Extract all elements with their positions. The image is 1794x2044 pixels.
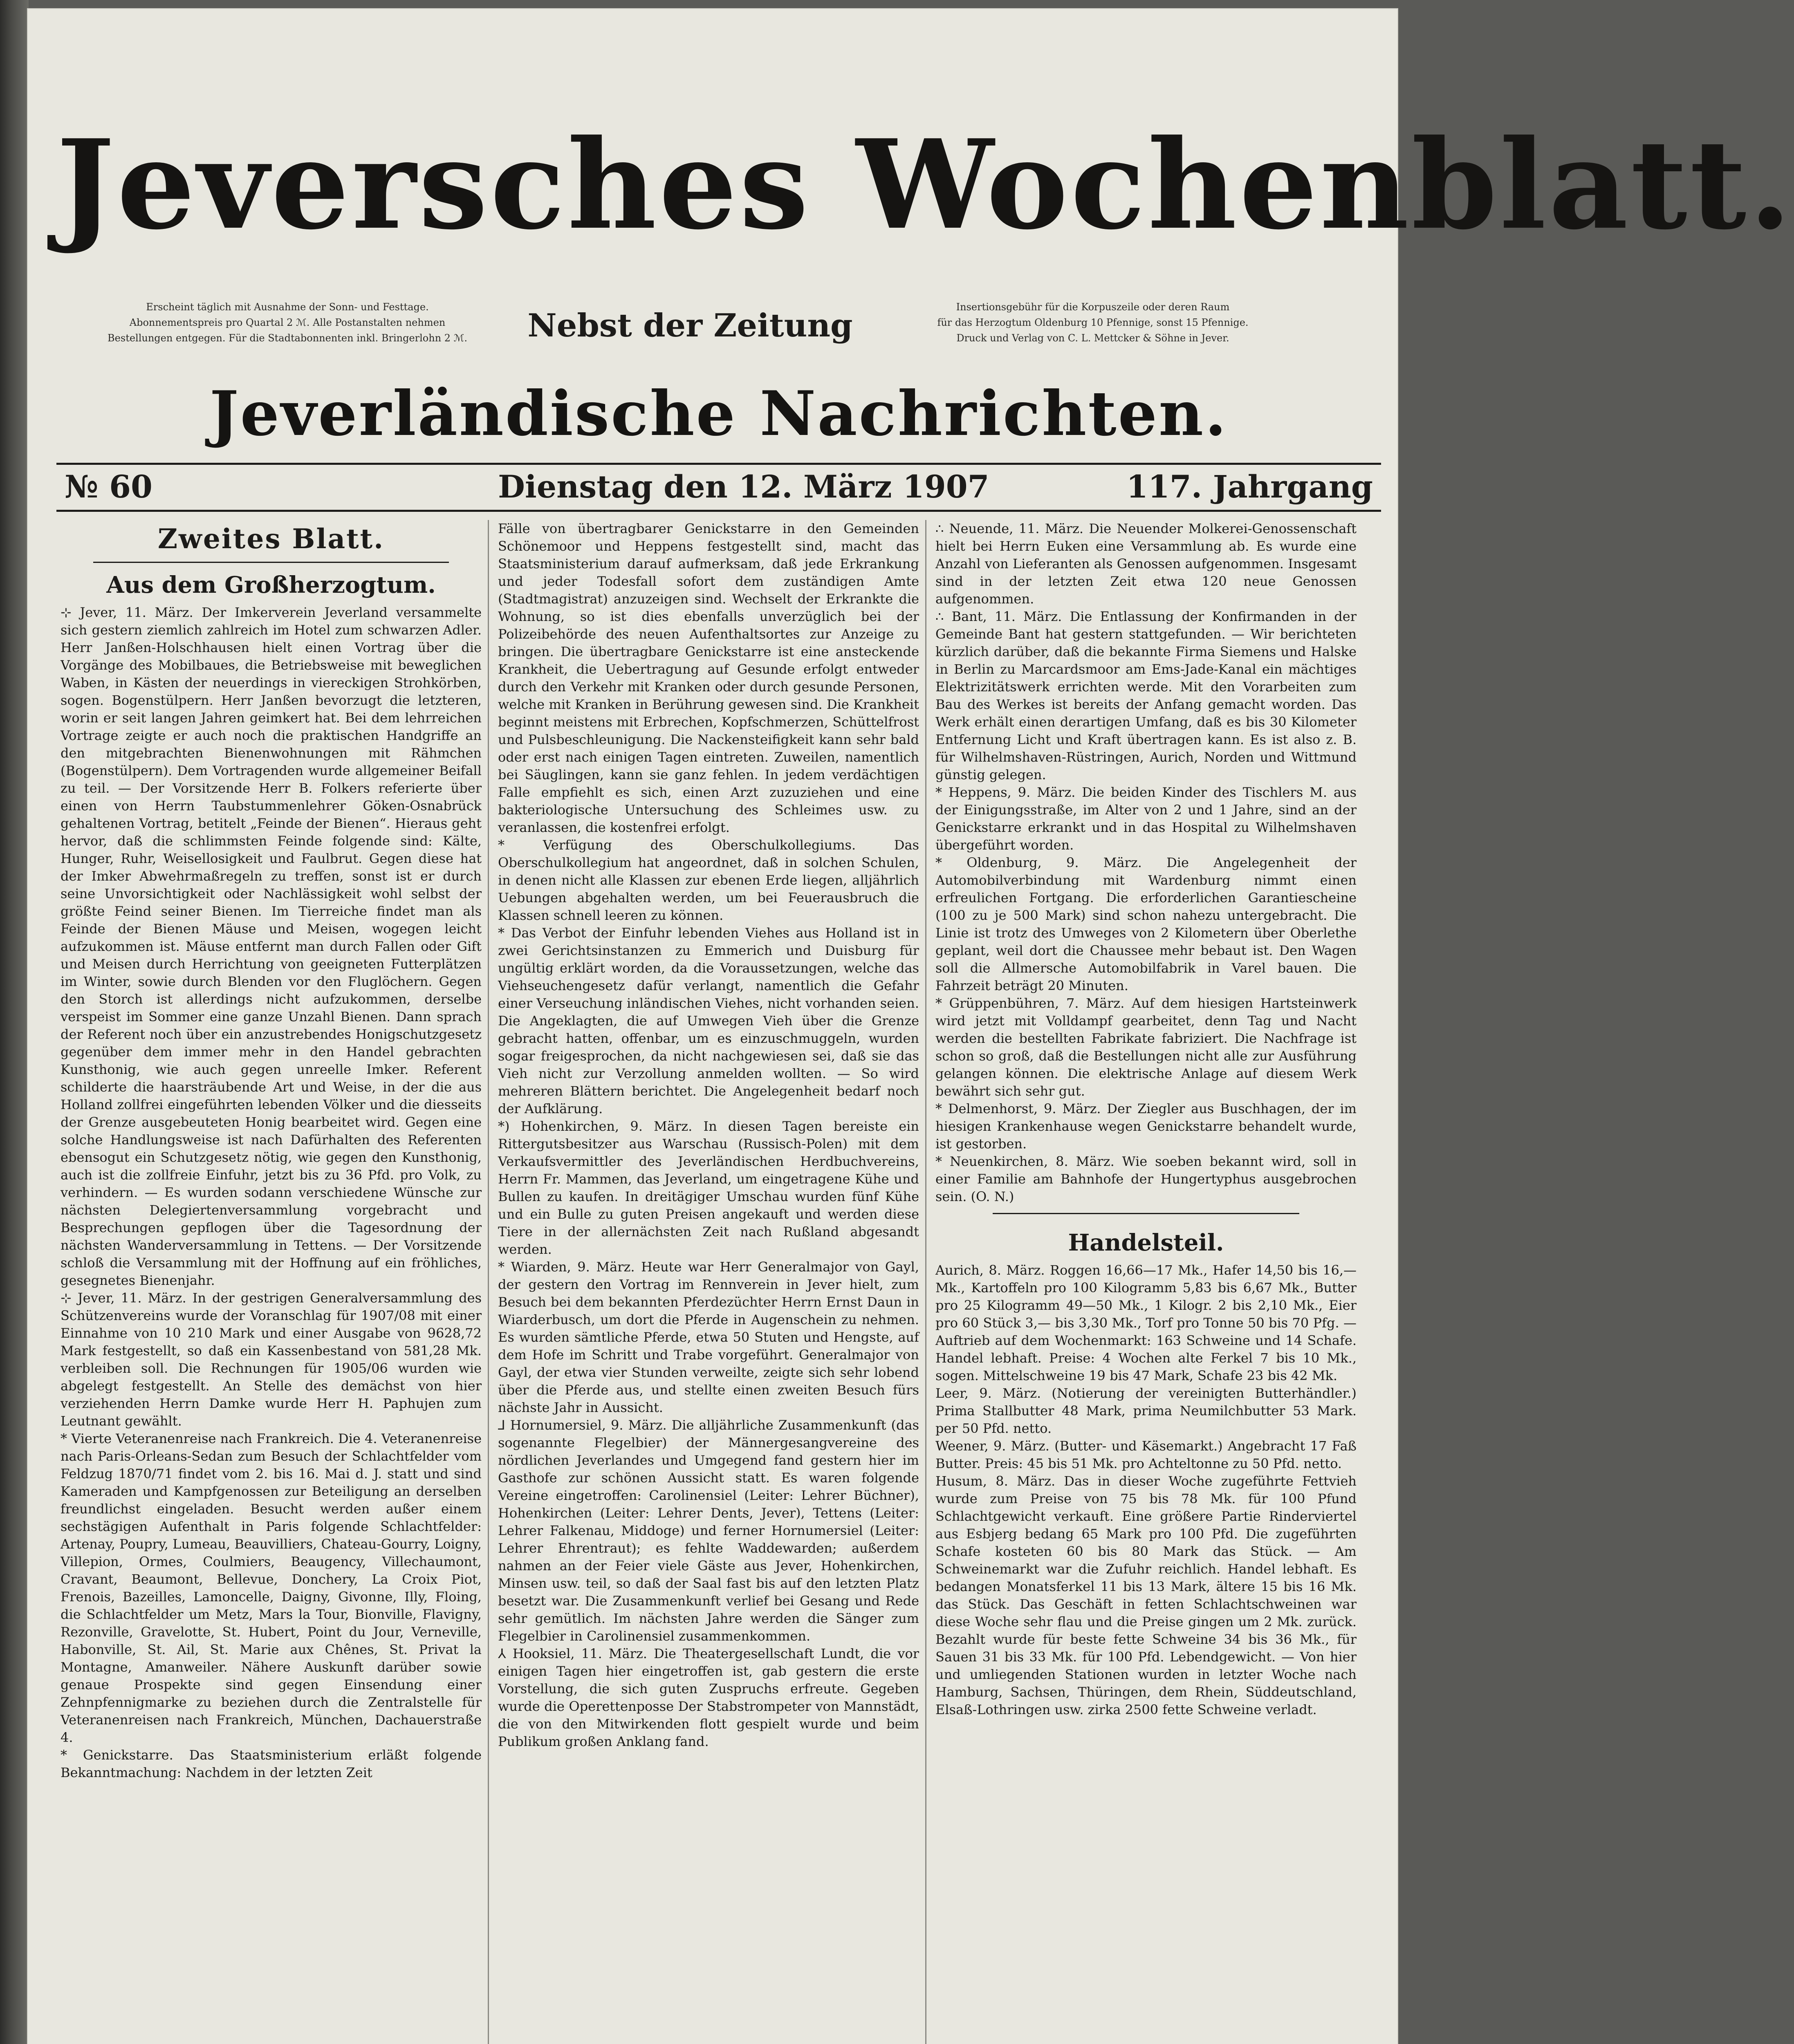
article-paragraph: ∴ Bant, 11. März. Die Entlassung der Konfirmanden in der Gemeinde Bant hat gestern stattgefunden. — Wir berichteten kürzlich darüber, daß die bekannte Firma Siemens und Halske in Berlin zu Marcardsmoor am Ems-Jade-Kanal ein mächtiges Elektrizitätswerk errichten werde. Mit den Vorarbeiten zum Bau des Werkes ist bereits der Anfang gemacht worden. Das Werk erhält einen derartigen Umfang, daß es bis 30 Kilometer Entfernung Licht und Kraft übertragen kann. Es ist also z. B. für Wilhelmshaven-Rüstringen, Aurich, Norden und Wittmund günstig gelegen. — [935, 609, 1357, 782]
article-paragraph: ⊹ Jever, 11. März. Der Imkerverein Jeverland versammelte sich gestern ziemlich zahlreich im Hotel zum schwarzen Adler. Herr Janßen-Holschhausen hielt einen Vortrag über die Vorgänge des Mobilbaues, die Betriebsweise mit beweglichen Waben, in Kästen der neuerdings in viereckigen Strohkörben, sogen. Bogenstülpern. Herr Janßen bevorzugt die letzteren, worin er seit langen Jahren geimkert hat. Bei dem lehrreichen Vortrage zeigte er auch noch die praktischen Handgriffe an den mitgebrachten Bienenwohnungen mit Rähmchen (Bogenstülpern). Dem Vortragenden wurde allgemeiner Beifall zu teil. — Der Vorsitzende Herr B. Folkers referierte über einen von Herrn Taubstummenlehrer Göken-Osnabrück gehaltenen Vortrag, betitelt „Feinde der Bienen“. Hieraus geht hervor, daß die schlimmsten Feinde folgende sind: Kälte, Hunger, Ruhr, Weisellosigkeit und Faulbrut. Gegen diese hat der Imker Abwehrmaßregeln zu treffen, sonst ist er durch seine Unvorsichtigkeit oder Nachlässigkeit wohl selbst der größte Feind seiner Bienen. Im Tierreiche findet man als Feinde der Bienen Mäuse und Meisen, wogegen leicht aufzukommen ist. Mäuse entfernt man durch Fallen oder Gift und Meisen durch Herrichtung von geeigneten Futterplätzen im Winter, sowie durch Blenden vor den Fluglöchern. Gegen den Storch ist allerdings nicht aufzukommen, derselbe verspeist im Sommer eine ganze Unzahl Bienen. Dann sprach der Referent noch über ein anzustrebendes Honigschutzgesetz gegenüber dem immer mehr in den Handel gebrachten Kunsthonig, wie auch gegen unreelle Imker. Referent schilderte die haarsträubende Art und Weise, in der die aus Holland zollfrei eingeführten lebenden Völker und die diesseits der Grenze ausgebeuteten Honig bearbeitet wird. Gegen eine solche Handlungsweise ist nach Dafürhalten des Referenten ebensogut ein Schutzgesetz nötig, wie gegen den Kunsthonig, auch ist die zollfreie Einfuhr, jetzt bis zu 36 Pfd. pro Volk, zu verhindern. — Es wurden sodann verschiedene Wünsche zur nächsten Delegiertenversammlung vorgebracht und Besprechungen gepflogen über die Tagesordnung der nächsten Wanderversammlung in Tettens. — Der Vorsitzende schloß die Versammlung mit der Hoffnung auf ein fröhliches, gesegnetes Bienenjahr. — [61, 605, 482, 1288]
article-paragraph: ∴ Neuende, 11. März. Die Neuender Molkerei-Genossenschaft hielt bei Herrn Euken eine Versammlung ab. Es wurde eine Anzahl von Lieferanten als Genossen aufgenommen. Insgesamt sind in der letzten Zeit etwa 120 neue Genossen aufgenommen. — [935, 521, 1357, 607]
article-paragraph: ⅄ Hooksiel, 11. März. Die Theatergesellschaft Lundt, die vor einigen Tagen hier eingetroffen ist, gab gestern die erste Vorstellung, die sich guten Zuspruchs erfreute. Gegeben wurde die Operettenposse Der Stabstrompeter von Mannstädt, die von den Mitwirkenden flott gespielt wurde und beim Publikum großen Anklang fand. — [498, 1646, 919, 1749]
masthead-title: Jeversches Wochenblatt. — [56, 112, 1794, 257]
advertising-info — [870, 299, 1316, 365]
issue-date: Dienstag den 12. März 1907 — [498, 468, 989, 505]
subscription-line: Erscheint täglich mit Ausnahme der Sonn- und Festtage. — [146, 301, 429, 313]
section-heading: Aus dem Großherzogtum. — [106, 572, 436, 598]
subscription-line: Abonnementspreis pro Quartal 2 ℳ. Alle Postanstalten nehmen — [129, 317, 446, 328]
section-sheet-title: Zweites Blatt. — [157, 523, 385, 555]
advertising-line: Druck und Verlag von C. L. Mettcker & Söhne in Jever. — [956, 332, 1229, 344]
column-2 — [498, 520, 919, 2044]
article-paragraph: ⊹ Jever, 11. März. In der gestrigen Generalversammlung des Schützenvereins wurde der Voranschlag für 1907/08 mit einer Einnahme von 10 210 Mark und einer Ausgabe von 9628,72 Mark festgestellt, so daß ein Kassenbestand von 581,28 Mk. verbleiben soll. Die Rechnungen für 1905/06 wurden wie abgelegt festgestellt. An Stelle des demächst von hier verziehenden Herrn Damke wurde Herr H. Paphujen zum Leutnant gewählt. — [61, 1290, 482, 1429]
article-paragraph: * Neuenkirchen, 8. März. Wie soeben bekannt wird, soll in einer Familie am Bahnhofe der Hungertyphus ausgebrochen sein. (O. N.) — [935, 1154, 1357, 1204]
advertising-line: Insertionsgebühr für die Korpuszeile oder deren Raum — [956, 301, 1230, 313]
subscription-line: Bestellungen entgegen. Für die Stadtabonnenten inkl. Bringerlohn 2 ℳ. — [108, 332, 467, 344]
market-report-paragraph: Aurich, 8. März. Roggen 16,66—17 Mk., Hafer 14,50 bis 16,— Mk., Kartoffeln pro 100 Kilogramm 5,83 bis 6,67 Mk., Butter pro 25 Kilogramm 49—50 Mk., 1 Kilogr. 2 bis 2,10 Mk., Eier pro 60 Stück 3,— bis 3,30 Mk., Torf pro Tonne 50 bis 70 Pfg. — Auftrieb auf dem Wochenmarkt: 163 Schweine und 14 Schafe. Handel lebhaft. Preise: 4 Wochen alte Ferkel 7 bis 10 Mk., sogen. Mittelschweine 19 bis 47 Mark, Schafe 23 bis 42 Mk. — [935, 1262, 1357, 1383]
column-divider — [925, 520, 926, 2044]
article-paragraph: *) Hohenkirchen, 9. März. In diesen Tagen bereiste ein Rittergutsbesitzer aus Warschau (Russisch-Polen) mit dem Verkaufsvermittler des Jeverländischen Herdbuchvereins, Herrn Fr. Mammen, das Jeverland, um eingetragene Kühe und Bullen zu kaufen. In dreitägiger Umschau wurden fünf Kühe und ein Bulle zu guten Preisen angekauft und werden diese Tiere in der allernächsten Zeit nach Rußland abgesandt werden. — [498, 1118, 919, 1257]
column-3 — [935, 520, 1357, 2044]
volume-year: 117. Jahrgang — [1126, 468, 1373, 505]
divider — [993, 1213, 1299, 1214]
article-paragraph: * Grüppenbühren, 7. März. Auf dem hiesigen Hartsteinwerk wird jetzt mit Volldampf gearbeitet, denn Tag und Nacht werden die bestellten Fabrikate fabriziert. Die Nachfrage ist schon so groß, daß die Bestellungen nicht alle zur Ausführung gelangen können. Die elektrische Anlage auf diesem Werk bewährt sich sehr gut. — [935, 995, 1357, 1099]
article-paragraph: * Vierte Veteranenreise nach Frankreich. Die 4. Veteranenreise nach Paris-Orleans-Sedan zum Besuch der Schlachtfelder vom Feldzug 1870/71 findet vom 2. bis 16. Mai d. J. statt und sind Kameraden und Kampfgenossen zur Beteiligung an derselben freundlichst eingeladen. Besucht werden außer einem sechstägigen Aufenthalt in Paris folgende Schlachtfelder: Artenay, Poupry, Lumeau, Beauvilliers, Chateau-Gourry, Loigny, Villepion, Ormes, Coulmiers, Beaugency, Villechaumont, Cravant, Beaumont, Bellevue, Donchery, La Croix Piot, Frenois, Bazeilles, Lamoncelle, Daigny, Givonne, Illy, Floing, die Schlachtfelder um Metz, Mars la Tour, Bionville, Flavigny, Rezonville, Gravelotte, St. Hubert, Point du Jour, Verneville, Habonville, St. Ail, St. Marie aux Chênes, St. Privat la Montagne, Amanweiler. Nähere Auskunft darüber sowie genaue Prospekte sind gegen Einsendung einer Zehnpfennigmarke zu beziehen durch die Zentralstelle für Veteranenreisen nach Frankreich, München, Dachauerstraße 4. — [61, 1431, 482, 1745]
market-report-paragraph: Leer, 9. März. (Notierung der vereinigten Butterhändler.) Prima Stallbutter 48 Mark, prima Neumilchbutter 53 Mark. per 50 Pfd. netto. — [935, 1385, 1357, 1436]
column-divider — [488, 520, 489, 2044]
dateline-bar — [56, 463, 1381, 512]
masthead-subtitle: Jeverländische Nachrichten. — [209, 378, 1228, 450]
divider — [93, 562, 449, 563]
article-paragraph: * Delmenhorst, 9. März. Der Ziegler aus Buschhagen, der im hiesigen Krankenhause wegen Genickstarre behandelt wurde, ist gestorben. — [935, 1101, 1357, 1152]
newspaper-page — [27, 8, 1794, 2044]
masthead-center-text: Nebst der Zeitung — [527, 307, 853, 344]
section-heading: Handelsteil. — [1068, 1229, 1224, 1256]
subscription-info — [65, 299, 510, 365]
article-paragraph: * Oldenburg, 9. März. Die Angelegenheit der Automobilverbindung mit Wardenburg nimmt einen erfreulichen Fortgang. Die erforderlichen Garantiescheine (100 zu je 500 Mark) sind schon nahezu untergebracht. Die Linie ist trotz des Umweges von 2 Kilometern über Oberlethe geplant, weil dort die Chaussee mehr bebaut ist. Den Wagen soll die Allmersche Automobilfabrik in Varel bauen. Die Fahrzeit beträgt 20 Minuten. — [935, 855, 1357, 993]
article-paragraph: * Heppens, 9. März. Die beiden Kinder des Tischlers M. aus der Einigungsstraße, im Alter von 2 und 1 Jahre, sind an der Genickstarre erkrankt und in das Hospital zu Wilhelmshaven übergeführt worden. — [935, 784, 1357, 853]
article-paragraph: ⅃ Hornumersiel, 9. März. Die alljährliche Zusammenkunft (das sogenannte Flegelbier) der Männergesangvereine des nördlichen Jeverlandes und Umgegend fand gestern hier im Gasthofe zur schönen Aussicht statt. Es waren folgende Vereine eingetroffen: Carolinensiel (Leiter: Lehrer Büchner), Hohenkirchen (Leiter: Lehrer Dents, Jever), Tettens (Leiter: Lehrer Falkenau, Middoge) und ferner Hornumersiel (Leiter: Lehrer Ehrentraut); es fehlte Waddewarden; außerdem nahmen an der Feier viele Gäste aus Jever, Hohenkirchen, Minsen usw. teil, so daß der Saal fast bis auf den letzten Platz besetzt war. Die Zusammenkunft verlief bei Gesang und Rede sehr gemütlich. Im nächsten Jahre werden die Sänger zum Flegelbier in Carolinensiel zusammenkommen. — [498, 1417, 919, 1644]
column-1 — [61, 520, 482, 2044]
issue-number: № 60 — [65, 468, 152, 505]
market-report-paragraph: Weener, 9. März. (Butter- und Käsemarkt.) Angebracht 17 Faß Butter. Preis: 45 bis 51 Mk. pro Achteltonne zu 50 Pfd. netto. — [935, 1438, 1357, 1471]
advertising-line: für das Herzogtum Oldenburg 10 Pfennige, sonst 15 Pfennige. — [937, 317, 1249, 328]
article-paragraph: * Verfügung des Oberschulkollegiums. Das Oberschulkollegium hat angeordnet, daß in solchen Schulen, in denen nicht alle Klassen zur ebenen Erde liegen, alljährlich Uebungen abgehalten werden, um bei Feuerausbruch die Klassen schnell leeren zu können. — [498, 837, 919, 923]
article-paragraph: * Wiarden, 9. März. Heute war Herr Generalmajor von Gayl, der gestern den Vortrag im Rennverein in Jever hielt, zum Besuch bei dem bekannten Pferdezüchter Herrn Ernst Daun in Wiarderbusch, um dort die Pferde in Augenschein zu nehmen. Es wurden sämtliche Pferde, etwa 50 Stuten und Hengste, auf dem Hofe im Schritt und Trabe vorgeführt. Generalmajor von Gayl, der etwa vier Stunden verweilte, zeigte sich sehr lobend über die Pferde aus, und stellte einen zweiten Besuch fürs nächste Jahr in Aussicht. — [498, 1259, 919, 1415]
article-paragraph: * Genickstarre. Das Staatsministerium erläßt folgende Bekanntmachung: Nachdem in der letzten Zeit — [61, 1747, 482, 1780]
article-paragraph: * Das Verbot der Einfuhr lebenden Viehes aus Holland ist in zwei Gerichtsinstanzen zu Emmerich und Duisburg für ungültig erklärt worden, da die Voraussetzungen, welche das Viehseuchengesetz dafür verlangt, namentlich die Gefahr einer Verseuchung inländischen Viehes, nicht vorhanden seien. Die Angeklagten, die auf Umwegen Vieh über die Grenze gebracht hatten, offenbar, um es einzuschmuggeln, wurden sogar freigesprochen, da nicht nachgewiesen sei, daß sie das Vieh nicht zur Verzollung anmelden wollten. — So wird mehreren Blättern berichtet. Die Angelegenheit bedarf noch der Aufklärung. — [498, 925, 919, 1116]
article-paragraph: Fälle von übertragbarer Genickstarre in den Gemeinden Schönemoor und Heppens festgestellt sind, macht das Staatsministerium darauf aufmerksam, daß jede Erkrankung und jeder Todesfall sofort dem zuständigen Amte (Stadtmagistrat) anzuzeigen sind. Wechselt der Erkrankte die Wohnung, so ist dies ebenfalls unverzüglich bei der Polizeibehörde des neuen Aufenthaltsortes zur Anzeige zu bringen. Die übertragbare Genickstarre ist eine ansteckende Krankheit, die Uebertragung auf Gesunde erfolgt entweder durch den Verkehr mit Kranken oder durch gesunde Personen, welche mit Kranken in Berührung gewesen sind. Die Krankheit beginnt meistens mit Erbrechen, Kopfschmerzen, Schüttelfrost und Pulsbeschleunigung. Die Nackensteifigkeit kann sehr bald oder erst nach einigen Tagen eintreten. Zuweilen, namentlich bei Säuglingen, kann sie ganz fehlen. In jedem verdächtigen Falle empfiehlt es sich, einen Arzt zuzuziehen und eine bakteriologische Untersuchung des Schleimes usw. zu veranlassen, die kostenfrei erfolgt. — [498, 521, 919, 835]
book-binding — [0, 0, 29, 2044]
market-report-paragraph: Husum, 8. März. Das in dieser Woche zugeführte Fettvieh wurde zum Preise von 75 bis 78 Mk. für 100 Pfund Schlachtgewicht verkauft. Eine größere Partie Rinderviertel aus Esbjerg bedang 65 Mark pro 100 Pfd. Die zugeführten Schafe kosteten 60 bis 80 Mark das Stück. — Am Schweinemarkt war die Zufuhr reichlich. Handel lebhaft. Es bedangen Monatsferkel 11 bis 13 Mark, ältere 15 bis 16 Mk. das Stück. Das Geschäft in fetten Schlachtschweinen war diese Woche sehr flau und die Preise gingen um 2 Mk. zurück. Bezahlt wurde für beste fette Schweine 34 bis 36 Mk., für Sauen 31 bis 33 Mk. für 100 Pfd. Lebendgewicht. — Von hier und umliegenden Stationen wurden in letzter Woche nach Hamburg, Sachsen, Thüringen, dem Rhein, Süddeutschland, Elsaß-Lothringen usw. zirka 2500 fette Schweine verladt. — [935, 1473, 1357, 1717]
